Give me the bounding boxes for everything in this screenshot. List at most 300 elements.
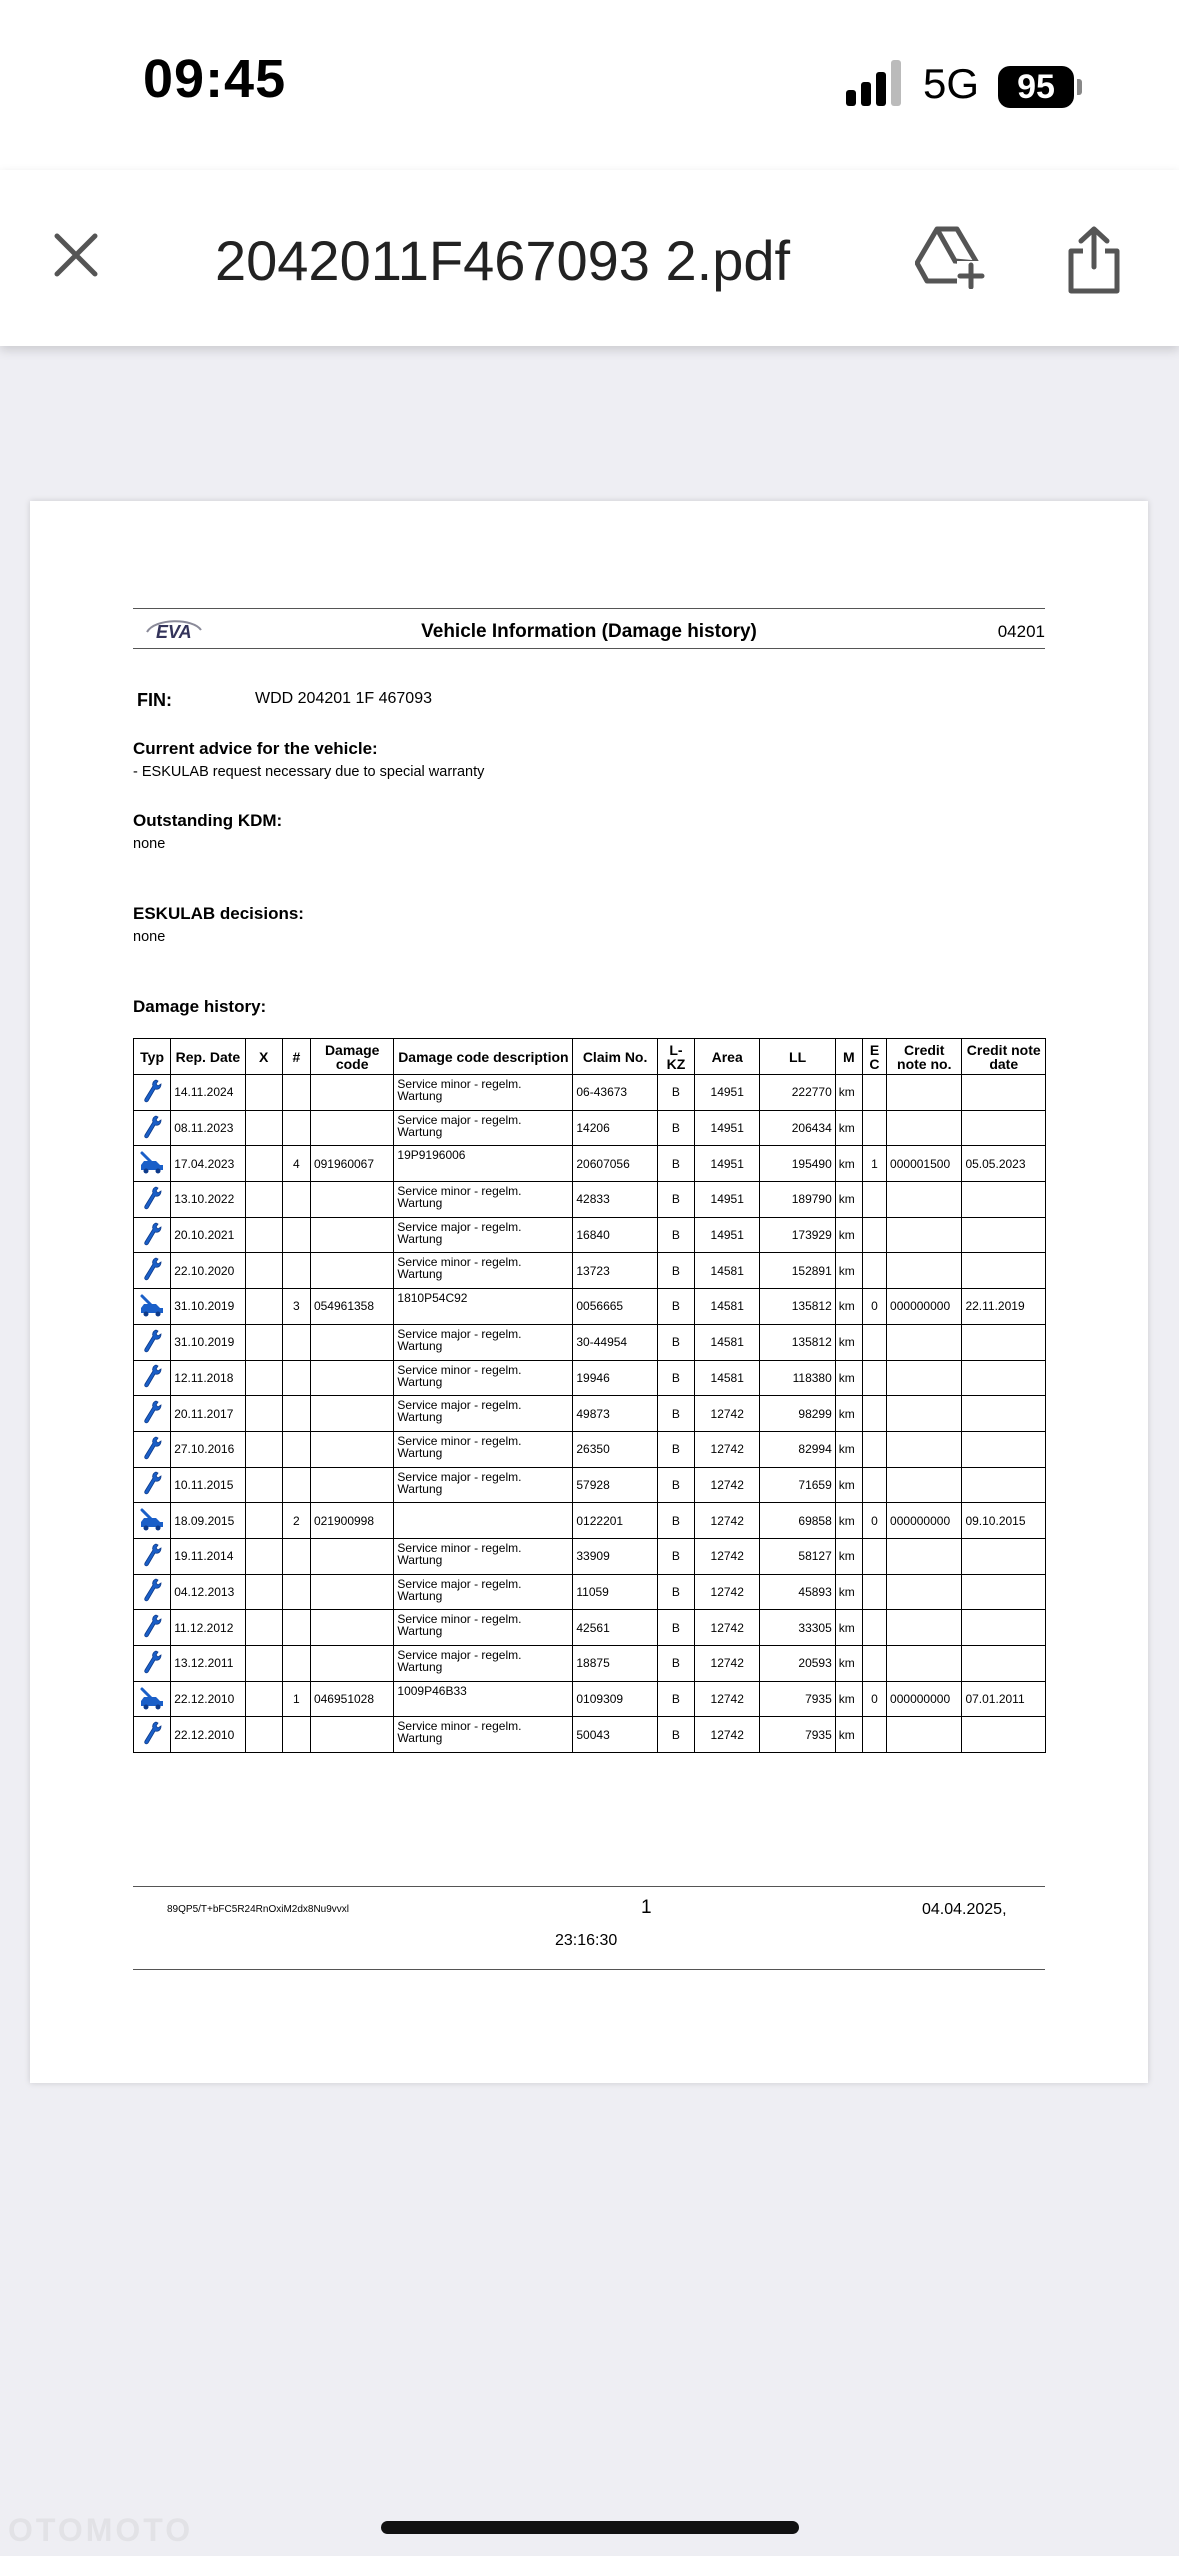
cell-claim: 42833 xyxy=(573,1182,657,1218)
cell-ec: 0 xyxy=(862,1681,886,1717)
cell-date: 31.10.2019 xyxy=(171,1289,245,1325)
cell-num xyxy=(282,1110,310,1146)
cell-credit-no xyxy=(887,1110,962,1146)
cell-credit-date xyxy=(962,1646,1046,1682)
cell-code xyxy=(310,1574,393,1610)
cell-credit-no: 000000000 xyxy=(887,1681,962,1717)
cell-lkz: B xyxy=(657,1431,694,1467)
cell-desc: Service major - regelm. Wartung xyxy=(394,1396,573,1432)
cell-claim: 18875 xyxy=(573,1646,657,1682)
cell-credit-no xyxy=(887,1717,962,1753)
cell-x xyxy=(245,1467,282,1503)
col-header-m: M xyxy=(835,1039,862,1075)
damage-car-icon xyxy=(134,1146,171,1182)
cell-num xyxy=(282,1253,310,1289)
cell-lkz: B xyxy=(657,1646,694,1682)
cell-ll: 152891 xyxy=(760,1253,835,1289)
table-row xyxy=(134,1289,1046,1325)
cell-num xyxy=(282,1538,310,1574)
cell-num: 4 xyxy=(282,1146,310,1182)
service-wrench-icon xyxy=(134,1110,171,1146)
cell-lkz: B xyxy=(657,1538,694,1574)
eskulab-text: none xyxy=(133,929,166,945)
table-row xyxy=(134,1360,1046,1396)
cell-desc: 19P9196006 xyxy=(394,1146,573,1182)
cell-num xyxy=(282,1646,310,1682)
cell-ll: 98299 xyxy=(760,1396,835,1432)
table-row xyxy=(134,1646,1046,1682)
file-title: 2042011F467093 2.pdf xyxy=(215,229,791,292)
add-to-drive-icon[interactable] xyxy=(915,225,987,289)
cell-desc xyxy=(394,1503,573,1539)
footer-date: 04.04.2025, xyxy=(922,1901,1007,1918)
cell-credit-date xyxy=(962,1396,1046,1432)
cell-ec xyxy=(862,1467,886,1503)
cell-m: km xyxy=(835,1289,862,1325)
table-row xyxy=(134,1110,1046,1146)
damage-history-heading: Damage history: xyxy=(133,997,267,1016)
cell-date: 31.10.2019 xyxy=(171,1324,245,1360)
cell-credit-no xyxy=(887,1538,962,1574)
cell-x xyxy=(245,1538,282,1574)
cell-credit-no: 000000000 xyxy=(887,1503,962,1539)
cell-ec xyxy=(862,1324,886,1360)
footer-bottom-rule xyxy=(133,1969,1045,1970)
cell-ll: 206434 xyxy=(760,1110,835,1146)
cell-m: km xyxy=(835,1396,862,1432)
advice-text: - ESKULAB request necessary due to special warranty xyxy=(133,764,485,780)
damage-car-icon xyxy=(134,1289,171,1325)
cell-num xyxy=(282,1360,310,1396)
col-header-credit-note-date: Credit note date xyxy=(962,1039,1046,1075)
table-row xyxy=(134,1253,1046,1289)
cell-code xyxy=(310,1717,393,1753)
cell-credit-no: 000000000 xyxy=(887,1289,962,1325)
cell-ec xyxy=(862,1075,886,1111)
cell-ec xyxy=(862,1610,886,1646)
service-wrench-icon xyxy=(134,1217,171,1253)
close-icon[interactable] xyxy=(54,233,98,277)
cell-claim: 11059 xyxy=(573,1574,657,1610)
cell-m: km xyxy=(835,1146,862,1182)
cell-code: 054961358 xyxy=(310,1289,393,1325)
kdm-heading: Outstanding KDM: xyxy=(133,811,283,830)
damage-car-icon xyxy=(134,1681,171,1717)
cell-m: km xyxy=(835,1324,862,1360)
cell-num xyxy=(282,1324,310,1360)
cell-code xyxy=(310,1075,393,1111)
cell-claim: 49873 xyxy=(573,1396,657,1432)
cell-lkz: B xyxy=(657,1503,694,1539)
table-row xyxy=(134,1503,1046,1539)
cell-x xyxy=(245,1182,282,1218)
cell-ll: 222770 xyxy=(760,1075,835,1111)
table-row xyxy=(134,1538,1046,1574)
cell-num xyxy=(282,1467,310,1503)
cell-lkz: B xyxy=(657,1681,694,1717)
cell-area: 12742 xyxy=(695,1538,760,1574)
service-wrench-icon xyxy=(134,1324,171,1360)
cell-desc: Service minor - regelm. Wartung xyxy=(394,1253,573,1289)
cell-num: 2 xyxy=(282,1503,310,1539)
cell-code xyxy=(310,1646,393,1682)
cell-claim: 14206 xyxy=(573,1110,657,1146)
cell-credit-date xyxy=(962,1538,1046,1574)
cell-ll: 45893 xyxy=(760,1574,835,1610)
cell-desc: 1810P54C92 xyxy=(394,1289,573,1325)
cell-x xyxy=(245,1253,282,1289)
cell-credit-date: 22.11.2019 xyxy=(962,1289,1046,1325)
table-row xyxy=(134,1681,1046,1717)
cell-m: km xyxy=(835,1110,862,1146)
footer-page-number: 1 xyxy=(641,1897,652,1918)
cell-m: km xyxy=(835,1431,862,1467)
cell-ll: 71659 xyxy=(760,1467,835,1503)
cell-lkz: B xyxy=(657,1717,694,1753)
cell-ll: 195490 xyxy=(760,1146,835,1182)
cell-credit-no xyxy=(887,1646,962,1682)
cell-lkz: B xyxy=(657,1075,694,1111)
col-header-lkz: L-KZ xyxy=(657,1039,694,1075)
cell-code xyxy=(310,1610,393,1646)
service-wrench-icon xyxy=(134,1182,171,1218)
cell-m: km xyxy=(835,1717,862,1753)
svg-text:EVA: EVA xyxy=(156,622,192,642)
cell-lkz: B xyxy=(657,1146,694,1182)
cell-area: 12742 xyxy=(695,1467,760,1503)
cell-date: 20.10.2021 xyxy=(171,1217,245,1253)
service-wrench-icon xyxy=(134,1574,171,1610)
cell-desc: Service major - regelm. Wartung xyxy=(394,1574,573,1610)
cell-date: 22.12.2010 xyxy=(171,1681,245,1717)
cell-ec: 0 xyxy=(862,1503,886,1539)
col-header-rep-date: Rep. Date xyxy=(171,1039,245,1075)
cell-ec xyxy=(862,1182,886,1218)
col-header-num: # xyxy=(282,1039,310,1075)
cell-credit-date xyxy=(962,1217,1046,1253)
cell-ec xyxy=(862,1360,886,1396)
cell-ec xyxy=(862,1717,886,1753)
col-header-x: X xyxy=(245,1039,282,1075)
cell-code xyxy=(310,1360,393,1396)
cell-area: 14951 xyxy=(695,1182,760,1218)
service-wrench-icon xyxy=(134,1717,171,1753)
col-header-ec: E C xyxy=(862,1039,886,1075)
cell-desc: Service minor - regelm. Wartung xyxy=(394,1538,573,1574)
cell-claim: 20607056 xyxy=(573,1146,657,1182)
cell-credit-date xyxy=(962,1075,1046,1111)
cell-ll: 58127 xyxy=(760,1538,835,1574)
cell-x xyxy=(245,1360,282,1396)
cell-desc: Service major - regelm. Wartung xyxy=(394,1467,573,1503)
cell-desc: Service major - regelm. Wartung xyxy=(394,1110,573,1146)
cell-date: 12.11.2018 xyxy=(171,1360,245,1396)
cell-desc: Service minor - regelm. Wartung xyxy=(394,1717,573,1753)
cell-lkz: B xyxy=(657,1324,694,1360)
table-row xyxy=(134,1182,1046,1218)
watermark: OTOMOTO xyxy=(8,2512,194,2548)
cell-date: 22.10.2020 xyxy=(171,1253,245,1289)
cell-date: 11.12.2012 xyxy=(171,1610,245,1646)
cell-ll: 135812 xyxy=(760,1289,835,1325)
col-header-ll: LL xyxy=(760,1039,835,1075)
status-time: 09:45 xyxy=(143,49,287,109)
cell-lkz: B xyxy=(657,1574,694,1610)
cell-claim: 26350 xyxy=(573,1431,657,1467)
cell-area: 12742 xyxy=(695,1503,760,1539)
cell-area: 14581 xyxy=(695,1360,760,1396)
cell-claim: 06-43673 xyxy=(573,1075,657,1111)
col-header-area: Area xyxy=(695,1039,760,1075)
cell-credit-no xyxy=(887,1075,962,1111)
cell-x xyxy=(245,1646,282,1682)
cell-x xyxy=(245,1324,282,1360)
cell-code xyxy=(310,1110,393,1146)
cell-num xyxy=(282,1075,310,1111)
service-wrench-icon xyxy=(134,1360,171,1396)
cell-date: 13.12.2011 xyxy=(171,1646,245,1682)
cell-credit-date xyxy=(962,1717,1046,1753)
cell-ll: 69858 xyxy=(760,1503,835,1539)
cell-lkz: B xyxy=(657,1217,694,1253)
fin-value: WDD 204201 1F 467093 xyxy=(255,690,432,707)
header-bottom-rule xyxy=(133,648,1045,649)
cell-x xyxy=(245,1110,282,1146)
cell-credit-no xyxy=(887,1253,962,1289)
cell-desc: Service major - regelm. Wartung xyxy=(394,1217,573,1253)
cell-credit-date: 05.05.2023 xyxy=(962,1146,1046,1182)
header-top-rule xyxy=(133,608,1045,609)
cell-date: 04.12.2013 xyxy=(171,1574,245,1610)
cell-ec xyxy=(862,1396,886,1432)
cell-credit-date xyxy=(962,1574,1046,1610)
cell-credit-date xyxy=(962,1253,1046,1289)
service-wrench-icon xyxy=(134,1538,171,1574)
footer-top-rule xyxy=(133,1886,1045,1887)
cell-desc: Service minor - regelm. Wartung xyxy=(394,1610,573,1646)
cell-claim: 30-44954 xyxy=(573,1324,657,1360)
cell-m: km xyxy=(835,1182,862,1218)
cell-ec xyxy=(862,1538,886,1574)
cell-code xyxy=(310,1396,393,1432)
service-wrench-icon xyxy=(134,1646,171,1682)
table-row xyxy=(134,1467,1046,1503)
cell-x xyxy=(245,1681,282,1717)
cell-x xyxy=(245,1717,282,1753)
col-header-damage-desc: Damage code description xyxy=(394,1039,573,1075)
cell-ec: 0 xyxy=(862,1289,886,1325)
cell-ll: 33305 xyxy=(760,1610,835,1646)
col-header-credit-note-no: Credit note no. xyxy=(887,1039,962,1075)
cell-claim: 0056665 xyxy=(573,1289,657,1325)
cell-credit-no: 000001500 xyxy=(887,1146,962,1182)
cell-area: 12742 xyxy=(695,1646,760,1682)
cell-credit-date xyxy=(962,1467,1046,1503)
cell-credit-no xyxy=(887,1396,962,1432)
service-wrench-icon xyxy=(134,1396,171,1432)
cell-x xyxy=(245,1610,282,1646)
cell-credit-no xyxy=(887,1574,962,1610)
service-wrench-icon xyxy=(134,1075,171,1111)
cell-credit-no xyxy=(887,1324,962,1360)
cell-m: km xyxy=(835,1574,862,1610)
cell-date: 18.09.2015 xyxy=(171,1503,245,1539)
eskulab-heading: ESKULAB decisions: xyxy=(133,904,304,923)
cell-num xyxy=(282,1396,310,1432)
cell-credit-date: 09.10.2015 xyxy=(962,1503,1046,1539)
cell-ec: 1 xyxy=(862,1146,886,1182)
col-header-damage-code: Damage code xyxy=(310,1039,393,1075)
cell-ec xyxy=(862,1110,886,1146)
cell-m: km xyxy=(835,1360,862,1396)
cell-code xyxy=(310,1217,393,1253)
cell-num xyxy=(282,1717,310,1753)
cell-area: 14951 xyxy=(695,1217,760,1253)
cell-date: 17.04.2023 xyxy=(171,1146,245,1182)
cell-lkz: B xyxy=(657,1253,694,1289)
cell-claim: 0109309 xyxy=(573,1681,657,1717)
cell-lkz: B xyxy=(657,1360,694,1396)
cell-code xyxy=(310,1431,393,1467)
cell-ll: 135812 xyxy=(760,1324,835,1360)
table-row xyxy=(134,1717,1046,1753)
cell-claim: 50043 xyxy=(573,1717,657,1753)
cell-claim: 33909 xyxy=(573,1538,657,1574)
cell-code xyxy=(310,1538,393,1574)
cell-credit-date xyxy=(962,1110,1046,1146)
cell-x xyxy=(245,1574,282,1610)
table-row xyxy=(134,1324,1046,1360)
cell-credit-date xyxy=(962,1610,1046,1646)
cell-code xyxy=(310,1253,393,1289)
cell-claim: 19946 xyxy=(573,1360,657,1396)
cell-x xyxy=(245,1217,282,1253)
cell-x xyxy=(245,1431,282,1467)
col-header-typ: Typ xyxy=(134,1039,171,1075)
kdm-text: none xyxy=(133,836,166,852)
cell-ll: 189790 xyxy=(760,1182,835,1218)
cell-claim: 16840 xyxy=(573,1217,657,1253)
table-header-row xyxy=(134,1039,1046,1075)
cell-credit-no xyxy=(887,1217,962,1253)
cell-desc: 1009P46B33 xyxy=(394,1681,573,1717)
document-title: Vehicle Information (Damage history) xyxy=(421,621,757,642)
battery-icon: 95 xyxy=(998,66,1074,108)
cell-num xyxy=(282,1574,310,1610)
cell-area: 12742 xyxy=(695,1431,760,1467)
cell-area: 14581 xyxy=(695,1289,760,1325)
cell-date: 19.11.2014 xyxy=(171,1538,245,1574)
cell-m: km xyxy=(835,1538,862,1574)
cell-ec xyxy=(862,1574,886,1610)
cell-credit-date xyxy=(962,1324,1046,1360)
cell-ec xyxy=(862,1646,886,1682)
cell-code: 046951028 xyxy=(310,1681,393,1717)
cell-m: km xyxy=(835,1610,862,1646)
cell-date: 22.12.2010 xyxy=(171,1717,245,1753)
cell-date: 20.11.2017 xyxy=(171,1396,245,1432)
cell-code: 091960067 xyxy=(310,1146,393,1182)
cell-credit-date: 07.01.2011 xyxy=(962,1681,1046,1717)
cell-m: km xyxy=(835,1217,862,1253)
signal-icon xyxy=(846,60,904,106)
cell-m: km xyxy=(835,1646,862,1682)
cell-x xyxy=(245,1289,282,1325)
footer-time: 23:16:30 xyxy=(555,1932,618,1949)
cell-area: 12742 xyxy=(695,1396,760,1432)
cell-x xyxy=(245,1503,282,1539)
network-type: 5G xyxy=(923,60,980,107)
table-row xyxy=(134,1574,1046,1610)
col-header-claim-no: Claim No. xyxy=(573,1039,657,1075)
cell-desc: Service minor - regelm. Wartung xyxy=(394,1360,573,1396)
cell-ll: 20593 xyxy=(760,1646,835,1682)
cell-lkz: B xyxy=(657,1610,694,1646)
cell-lkz: B xyxy=(657,1396,694,1432)
table-row xyxy=(134,1075,1046,1111)
cell-ec xyxy=(862,1253,886,1289)
cell-code: 021900998 xyxy=(310,1503,393,1539)
cell-claim: 57928 xyxy=(573,1467,657,1503)
service-wrench-icon xyxy=(134,1253,171,1289)
fin-label: FIN: xyxy=(137,690,172,710)
cell-claim: 42561 xyxy=(573,1610,657,1646)
cell-ll: 118380 xyxy=(760,1360,835,1396)
share-icon[interactable] xyxy=(1067,225,1121,295)
cell-ec xyxy=(862,1217,886,1253)
table-row xyxy=(134,1146,1046,1182)
cell-num: 3 xyxy=(282,1289,310,1325)
cell-credit-no xyxy=(887,1182,962,1218)
cell-credit-no xyxy=(887,1431,962,1467)
cell-date: 13.10.2022 xyxy=(171,1182,245,1218)
cell-date: 10.11.2015 xyxy=(171,1467,245,1503)
table-row xyxy=(134,1217,1046,1253)
service-wrench-icon xyxy=(134,1610,171,1646)
cell-credit-no xyxy=(887,1610,962,1646)
cell-code xyxy=(310,1467,393,1503)
cell-area: 14951 xyxy=(695,1146,760,1182)
cell-credit-date xyxy=(962,1182,1046,1218)
cell-lkz: B xyxy=(657,1289,694,1325)
cell-area: 12742 xyxy=(695,1574,760,1610)
cell-desc: Service minor - regelm. Wartung xyxy=(394,1182,573,1218)
cell-date: 08.11.2023 xyxy=(171,1110,245,1146)
table-body xyxy=(134,1075,1046,1753)
cell-num xyxy=(282,1610,310,1646)
cell-m: km xyxy=(835,1681,862,1717)
table-row xyxy=(134,1396,1046,1432)
table-row xyxy=(134,1610,1046,1646)
cell-date: 27.10.2016 xyxy=(171,1431,245,1467)
cell-m: km xyxy=(835,1075,862,1111)
cell-m: km xyxy=(835,1253,862,1289)
cell-desc: Service minor - regelm. Wartung xyxy=(394,1431,573,1467)
cell-area: 14581 xyxy=(695,1324,760,1360)
cell-area: 12742 xyxy=(695,1717,760,1753)
cell-claim: 13723 xyxy=(573,1253,657,1289)
cell-credit-date xyxy=(962,1360,1046,1396)
cell-claim: 0122201 xyxy=(573,1503,657,1539)
cell-lkz: B xyxy=(657,1182,694,1218)
cell-area: 14581 xyxy=(695,1253,760,1289)
cell-area: 12742 xyxy=(695,1610,760,1646)
cell-desc: Service major - regelm. Wartung xyxy=(394,1324,573,1360)
advice-heading: Current advice for the vehicle: xyxy=(133,739,378,758)
home-indicator[interactable] xyxy=(381,2521,799,2534)
status-bar xyxy=(0,0,1179,170)
table-row xyxy=(134,1431,1046,1467)
